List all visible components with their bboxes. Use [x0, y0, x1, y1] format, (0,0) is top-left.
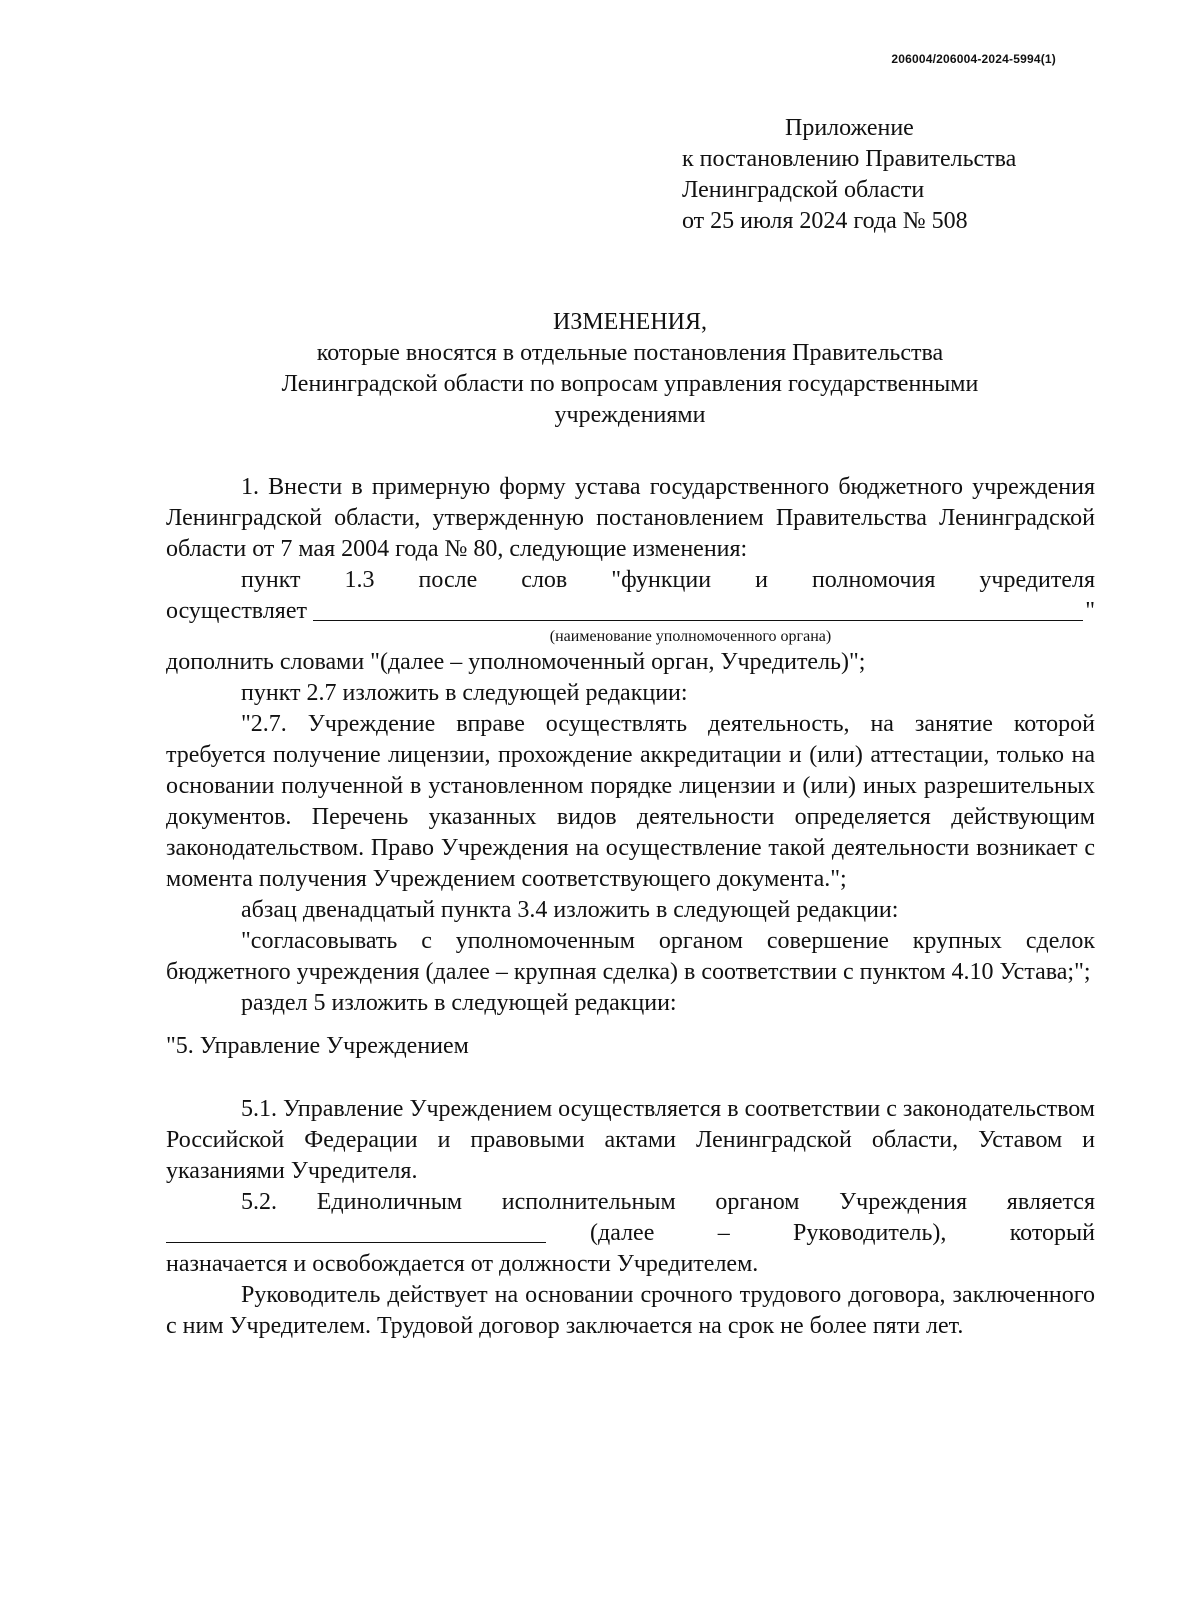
- subtitle-line: Ленинградской области по вопросам управления государственными: [281, 371, 979, 397]
- paragraph-9-word: –: [717, 1220, 730, 1246]
- appendix-line: от 25 июля 2024 года № 508: [682, 208, 968, 234]
- subtitle-line: которые вносятся в отдельные постановления Правительства: [316, 340, 944, 366]
- appendix-block: [682, 113, 1016, 237]
- document-body: [166, 472, 1095, 1342]
- document-heading: ИЗМЕНЕНИЯ,: [552, 309, 708, 335]
- paragraph-9-word: (далее: [590, 1220, 655, 1246]
- executive-body-blank: [166, 1220, 546, 1243]
- paragraph-2-start: осуществляет: [166, 598, 307, 624]
- paragraph-9-line: 5.2. Единоличным исполнительным органом Учреждения является: [241, 1189, 1095, 1215]
- paragraph-2-end: дополнить словами "(далее – уполномоченный орган, Учредитель)";: [166, 649, 866, 675]
- appendix-line: к постановлению Правительства: [682, 146, 1017, 172]
- paragraph-8: 5.1. Управление Учреждением осуществляется в соответствии с законодательством Российской Федерации и правовыми актами Ленинградской области, Уставом и указаниями Учредителя.: [166, 1096, 1095, 1184]
- paragraph-2-fill-row: [166, 596, 1095, 627]
- paragraph-9-word: который: [1009, 1220, 1095, 1246]
- paragraph-10: Руководитель действует на основании срочного трудового договора, заключенного с ним Учредителем. Трудовой договор заключается на срок не более пяти лет.: [166, 1282, 1095, 1339]
- title-block: [165, 307, 1095, 431]
- paragraph-9-fill-row: [166, 1218, 1095, 1249]
- paragraph-2-line: пункт 1.3 после слов "функции и полномочия учредителя: [241, 567, 1095, 593]
- paragraph-4: "2.7. Учреждение вправе осуществлять деятельность, на занятие которой требуется получение лицензии, прохождение аккредитации и (или) аттестации, только на основании полученной в установленном порядке лицензии и (или) иных разрешительных документов. Перечень указанных видов деятельности определяется действующим законодательством. Право Учреждения на осуществление такой деятельности возникает с момента получения Учреждением соответствующего документа.";: [166, 711, 1095, 892]
- paragraph-6: "согласовывать с уполномоченным органом совершение крупных сделок бюджетного учреждения (далее – крупная сделка) в соответствии с пунктом 4.10 Устава;";: [166, 928, 1095, 985]
- paragraph-5: абзац двенадцатый пункта 3.4 изложить в следующей редакции:: [241, 897, 899, 923]
- paragraph-7: раздел 5 изложить в следующей редакции:: [241, 990, 677, 1016]
- paragraph-9-end: назначается и освобождается от должности Учредителем.: [166, 1251, 759, 1277]
- paragraph-1: 1. Внести в примерную форму устава государственного бюджетного учреждения Ленинградской области, утвержденную постановлением Правительства Ленинградской области от 7 мая 2004 года № 80, следующие изменения:: [166, 474, 1095, 562]
- subtitle-line: учреждениями: [554, 402, 706, 428]
- authority-name-blank: [313, 598, 1083, 621]
- blank-caption: (наименование уполномоченного органа): [549, 628, 832, 645]
- document-id: 206004/206004-2024-5994(1): [891, 52, 1056, 66]
- appendix-line: Ленинградской области: [682, 177, 925, 203]
- paragraph-9-word: Руководитель),: [793, 1220, 947, 1246]
- paragraph-3: пункт 2.7 изложить в следующей редакции:: [241, 680, 688, 706]
- paragraph-2-quote: ": [1085, 598, 1095, 624]
- section-heading: "5. Управление Учреждением: [166, 1033, 469, 1059]
- appendix-line: Приложение: [785, 115, 914, 141]
